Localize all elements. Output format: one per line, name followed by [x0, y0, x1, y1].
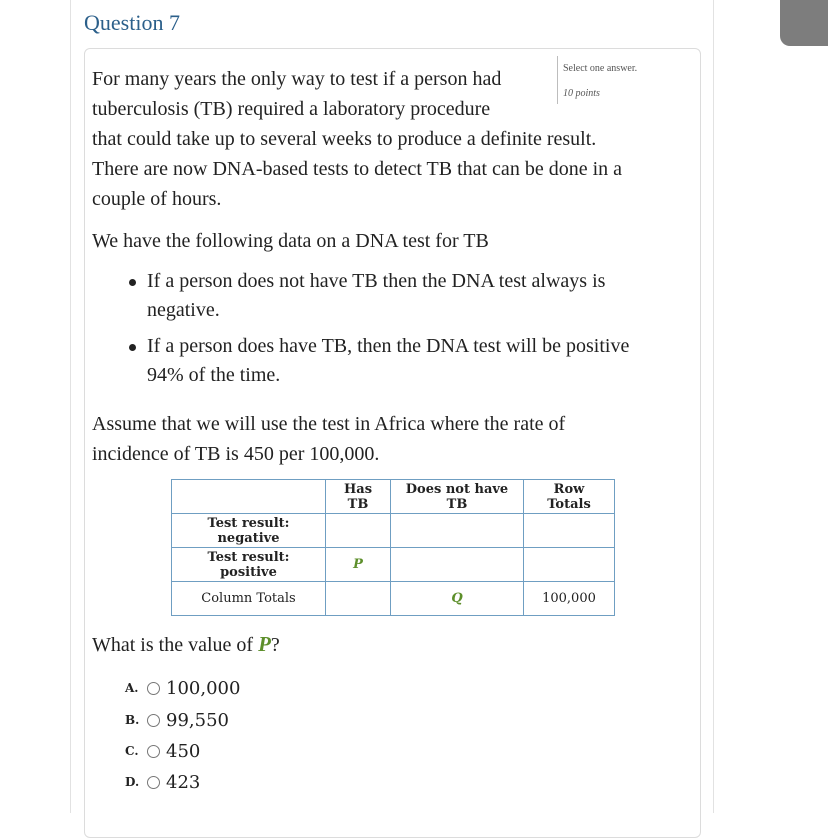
radio-button[interactable]: [147, 682, 160, 695]
bullet-dot: [129, 344, 136, 351]
radio-button[interactable]: [147, 776, 160, 789]
question-title: Question 7: [84, 10, 180, 35]
table-row-label: Test result: negative: [172, 514, 326, 548]
table-cell-p: P: [326, 548, 391, 582]
option-letter: B.: [125, 713, 140, 727]
option-letter: A.: [125, 681, 139, 695]
table-row-label: Column Totals: [172, 582, 326, 616]
prompt-variable: P: [258, 632, 271, 656]
intro-line: There are now DNA-based tests to detect TB that can be done in a: [92, 158, 622, 180]
assume-line: Assume that we will use the test in Africa where the rate of: [92, 413, 566, 435]
bullet-line: If a person does have TB, then the DNA test will be positive: [147, 335, 630, 357]
assume-line: incidence of TB is 450 per 100,000.: [92, 443, 380, 465]
intro-line: For many years the only way to test if a person had: [92, 68, 502, 90]
prompt-suffix: ?: [270, 634, 280, 656]
answer-option-c[interactable]: [125, 739, 200, 763]
table-cell: [524, 548, 615, 582]
answer-option-a[interactable]: [125, 676, 240, 700]
table-cell: [391, 548, 524, 582]
option-value: 100,000: [166, 677, 241, 699]
table-cell-q: Q: [391, 582, 524, 616]
table-header-cell: Does not have TB: [391, 480, 524, 514]
option-letter: D.: [125, 775, 140, 789]
table-cell: 100,000: [524, 582, 615, 616]
table-header-cell: [172, 480, 326, 514]
intro-line: that could take up to several weeks to produce a definite result.: [92, 128, 597, 150]
answer-option-d[interactable]: [125, 770, 200, 794]
corner-widget[interactable]: [780, 0, 828, 46]
points-label: 10 points: [563, 88, 600, 99]
prompt-prefix: What is the value of: [92, 634, 259, 656]
table-row: [172, 548, 615, 582]
bullet-line: 94% of the time.: [147, 364, 281, 386]
select-hint: Select one answer.: [563, 63, 638, 74]
question-meta: [557, 56, 683, 104]
table-cell: [391, 514, 524, 548]
option-letter: C.: [125, 744, 139, 758]
question-prompt: [92, 632, 280, 657]
option-value: 450: [166, 740, 201, 762]
table-row: [172, 582, 615, 616]
table-cell: [326, 514, 391, 548]
data-heading: We have the following data on a DNA test for TB: [92, 230, 489, 252]
option-value: 423: [166, 771, 201, 793]
table-row: [172, 514, 615, 548]
contingency-table: [171, 479, 615, 616]
table-header-cell: Row Totals: [524, 480, 615, 514]
table-row-label: Test result: positive: [172, 548, 326, 582]
bullet-line: If a person does not have TB then the DNA test always is: [147, 270, 606, 292]
table-header-cell: Has TB: [326, 480, 391, 514]
table-header-row: [172, 480, 615, 514]
option-value: 99,550: [166, 709, 229, 731]
bullet-line: negative.: [147, 299, 220, 321]
answer-option-b[interactable]: [125, 708, 229, 732]
table-cell: [524, 514, 615, 548]
radio-button[interactable]: [147, 714, 160, 727]
intro-line: tuberculosis (TB) required a laboratory procedure: [92, 98, 491, 120]
bullet-dot: [129, 279, 136, 286]
table-cell: [326, 582, 391, 616]
radio-button[interactable]: [147, 745, 160, 758]
intro-line: couple of hours.: [92, 188, 222, 210]
